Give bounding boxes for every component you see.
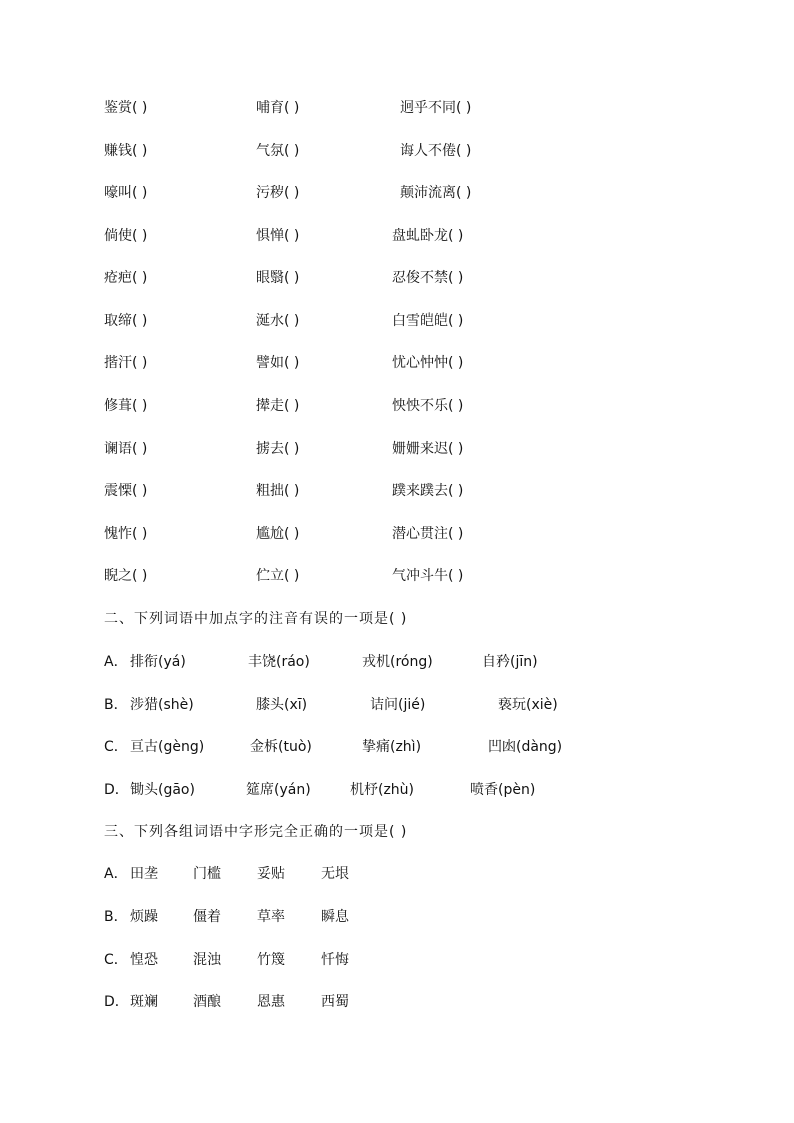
option-word: 烦躁 (130, 909, 158, 925)
option-a (0, 650, 794, 674)
option-word: 诘问(jié) (370, 697, 426, 713)
option-word: 丰饶(ráo) (248, 654, 310, 670)
vocab-item: 尴尬( ) (256, 526, 300, 542)
vocab-item: 气氛( ) (256, 143, 300, 159)
option-a (0, 862, 794, 886)
vocab-item: 睨之( ) (104, 568, 148, 584)
vocab-row (0, 394, 794, 418)
vocab-item: 怏怏不乐( ) (392, 398, 464, 414)
vocab-item: 愧怍( ) (104, 526, 148, 542)
option-word: 僵着 (193, 909, 221, 925)
vocab-row (0, 309, 794, 333)
option-word: 恩惠 (257, 994, 285, 1010)
vocab-row (0, 139, 794, 163)
vocab-item: 姗姗来迟( ) (392, 441, 464, 457)
vocab-item: 忍俊不禁( ) (392, 270, 464, 286)
vocab-item: 潜心贯注( ) (392, 526, 464, 542)
vocab-item: 伫立( ) (256, 568, 300, 584)
vocab-item: 盘虬卧龙( ) (392, 228, 464, 244)
option-word: 自矜(jīn) (482, 654, 538, 670)
question-title: 三、下列各组词语中字形完全正确的一项是( ) (104, 824, 408, 840)
option-word: 斑斓 (130, 994, 158, 1010)
option-word: 混浊 (193, 952, 221, 968)
option-word: 锄头(gāo) (130, 782, 195, 798)
option-word: 草率 (257, 909, 285, 925)
vocab-item: 白雪皑皑( ) (392, 313, 464, 329)
option-word: 膝头(xī) (256, 697, 308, 713)
option-word: 戎机(róng) (362, 654, 433, 670)
option-d (0, 990, 794, 1014)
option-label: C． (104, 952, 128, 968)
question-title: 二、下列词语中加点字的注音有误的一项是( ) (104, 611, 408, 627)
vocab-item: 颠沛流离( ) (400, 185, 472, 201)
option-word: 凹凼(dàng) (488, 739, 563, 755)
option-word: 筵席(yán) (246, 782, 311, 798)
vocab-item: 赚钱( ) (104, 143, 148, 159)
option-word: 妥贴 (257, 866, 285, 882)
vocab-item: 谰语( ) (104, 441, 148, 457)
vocab-row (0, 181, 794, 205)
vocab-item: 撵走( ) (256, 398, 300, 414)
option-label: B． (104, 909, 128, 925)
option-label: D． (104, 994, 129, 1010)
vocab-row (0, 522, 794, 546)
vocab-row (0, 564, 794, 588)
vocab-item: 粗拙( ) (256, 483, 300, 499)
vocab-item: 鉴赏( ) (104, 100, 148, 116)
vocab-row (0, 224, 794, 248)
option-label: D． (104, 782, 129, 798)
vocab-item: 涎水( ) (256, 313, 300, 329)
vocab-item: 取缔( ) (104, 313, 148, 329)
vocab-item: 修葺( ) (104, 398, 148, 414)
option-word: 排衔(yá) (130, 654, 186, 670)
vocab-item: 嚎叫( ) (104, 185, 148, 201)
vocab-item: 诲人不倦( ) (400, 143, 472, 159)
option-word: 惶恐 (130, 952, 158, 968)
vocab-item: 气冲斗牛( ) (392, 568, 464, 584)
option-c (0, 948, 794, 972)
vocab-row (0, 266, 794, 290)
option-label: A． (104, 866, 128, 882)
vocab-item: 污秽( ) (256, 185, 300, 201)
option-word: 西蜀 (321, 994, 349, 1010)
option-label: B． (104, 697, 128, 713)
option-word: 喷香(pèn) (470, 782, 536, 798)
option-word: 门槛 (193, 866, 221, 882)
option-b (0, 693, 794, 717)
option-word: 机杼(zhù) (350, 782, 415, 798)
option-label: C． (104, 739, 128, 755)
option-word: 竹篾 (257, 952, 285, 968)
vocab-row (0, 437, 794, 461)
vocab-item: 哺育( ) (256, 100, 300, 116)
option-word: 金柝(tuò) (250, 739, 312, 755)
option-word: 忏悔 (321, 952, 349, 968)
vocab-item: 眼翳( ) (256, 270, 300, 286)
option-c (0, 735, 794, 759)
vocab-item: 震慄( ) (104, 483, 148, 499)
option-word: 亘古(gèng) (130, 739, 205, 755)
option-b (0, 905, 794, 929)
vocab-row (0, 96, 794, 120)
option-word: 瞬息 (321, 909, 349, 925)
option-word: 田垄 (130, 866, 158, 882)
vocab-item: 惧惮( ) (256, 228, 300, 244)
option-word: 无垠 (321, 866, 349, 882)
vocab-item: 蹼来蹼去( ) (392, 483, 464, 499)
option-label: A． (104, 654, 128, 670)
vocab-item: 譬如( ) (256, 355, 300, 371)
vocab-row (0, 479, 794, 503)
vocab-item: 倘使( ) (104, 228, 148, 244)
vocab-row (0, 351, 794, 375)
vocab-item: 揩汗( ) (104, 355, 148, 371)
option-word: 亵玩(xiè) (498, 697, 558, 713)
vocab-item: 迥乎不同( ) (400, 100, 472, 116)
option-word: 挚痛(zhì) (362, 739, 422, 755)
option-word: 酒酿 (193, 994, 221, 1010)
vocab-item: 掳去( ) (256, 441, 300, 457)
option-word: 涉猎(shè) (130, 697, 194, 713)
vocab-item: 疮疤( ) (104, 270, 148, 286)
option-d (0, 778, 794, 802)
vocab-item: 忧心忡忡( ) (392, 355, 464, 371)
